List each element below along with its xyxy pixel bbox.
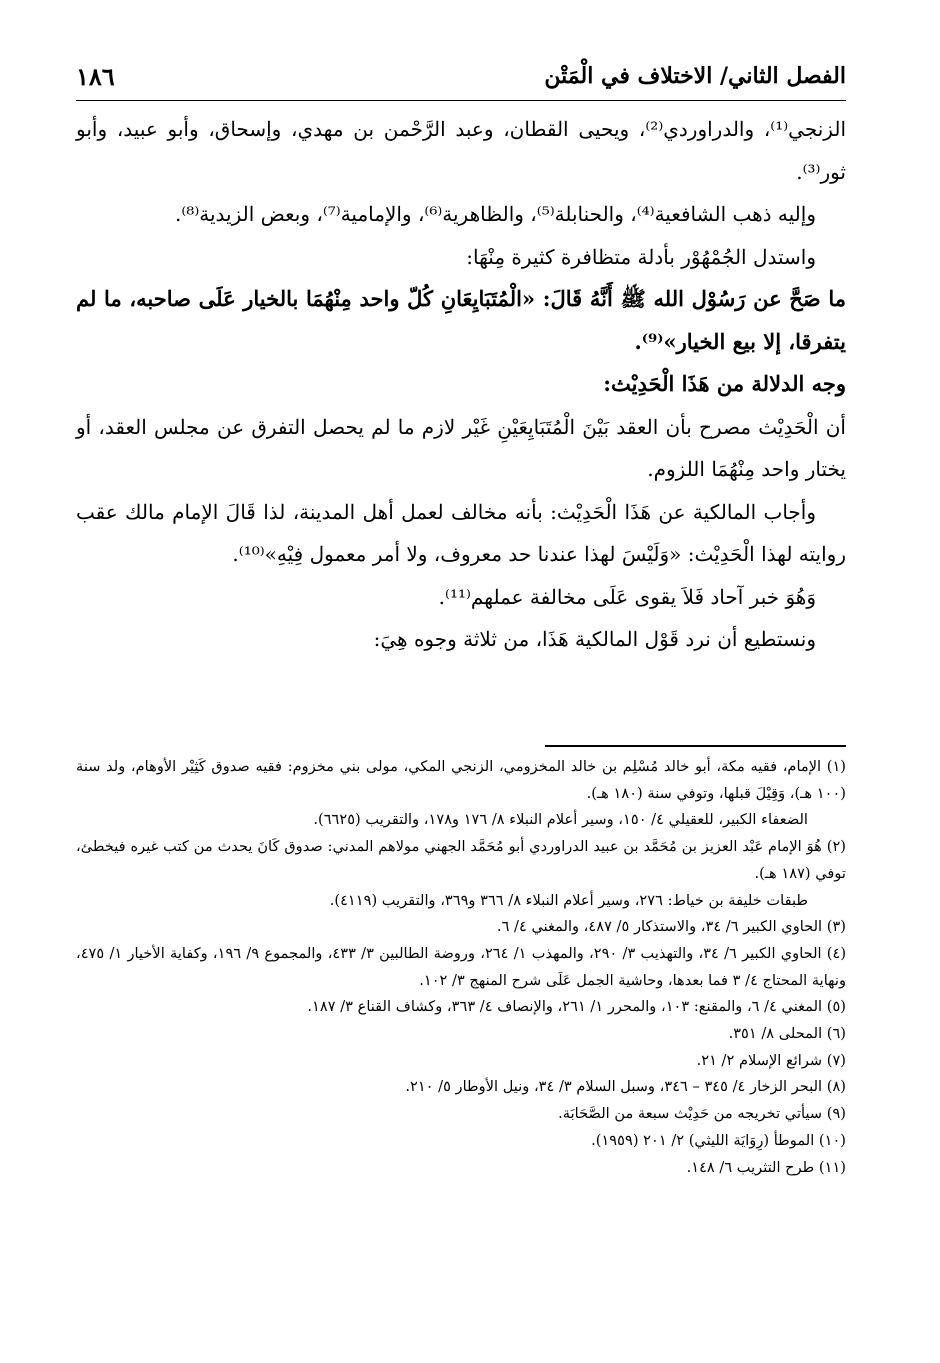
paragraph-rebuttal-intro: ونستطيع أن نرد قَوْل المالكية هَذَا، من ثلاثة وجوه هِيَ: [373,627,816,651]
footnotes [76,754,846,1181]
footnote-2: (٢) هُوَ الإمام عَبْد العزيز بن مُحَمَّد بن عبيد الدراوردي أبو مُحَمَّد الجهني مولاهم المدني: صدوق كَانَ يحدث من كتب غيره فيخطئ، توفي (١٨٧ هـ). [76,838,846,882]
page-number: ١٨٦ [76,61,115,91]
footnote-10: (١٠) الموطأ (رِوَايَة الليثي) ٢/ ٢٠١ (١٩٥٩). [591,1131,846,1149]
paragraph-narrators: الزنجي⁽¹⁾، والدراوردي⁽²⁾، ويحيى القطان، وعبد الرَّحْمن بن مهدي، وإسحاق، وأبو عبيد، وأبو ثور⁽³⁾. [76,117,846,184]
header-rule [76,100,846,101]
paragraph-ahad: وَهُوَ خبر آحاد فَلاَ يقوى عَلَى مخالفة عملهم⁽¹¹⁾. [438,584,816,609]
section-heading: وجه الدلالة من هَذَا الْحَدِيْث: [603,371,846,396]
main-text [76,108,846,661]
hadith-text: ما صَحَّ عن رَسُوْل الله ﷺ أَنَّهُ قَالَ: «الْمُتَبَايِعَانِ كُلّ واحد مِنْهُمَا بالخيار عَلَى صاحبه، ما لم يتفرقا، إلا بيع الخيار»⁽⁹⁾. [76,286,846,354]
footnote-separator [545,745,846,747]
footnote-5: (٥) المغني ٤/ ٦، والمقنع: ١٠٣، والمحرر ١/ ٢٦١، والإنصاف ٤/ ٣٦٣، وكشاف القناع ٣/ ١٨٧. [307,998,846,1016]
running-title: الفصل الثاني/ الاختلاف في الْمَتْن [544,63,846,89]
footnote-1: (١) الإمام، فقيه مكة، أبو خالد مُسْلِم بن خالد المخزومي، الزنجي المكي، مولى بني مخزوم: فقيه صدوق كَثِيْر الأوهام، ولد سنة (١٠٠ هـ)، وَقِيْلَ قبلها، وتوفي سنة (١٨٠ هـ). [76,758,846,802]
paragraph-maliki-reply: وأجاب المالكية عن هَذَا الْحَدِيْث: بأنه مخالف لعمل أهل المدينة، لذا قَالَ الإمام مالك عقب روايته لهذا الْحَدِيْث: «وَلَيْسَ لهذا عندنا حد معروف، ولا أمر معمول فِيْهِ»⁽¹⁰⁾. [76,499,846,566]
footnote-8: (٨) البحر الزخار ٤/ ٣٤٥ – ٣٤٦، وسبل السلام ٣/ ٣٤، ونيل الأوطار ٥/ ٢١٠. [405,1078,846,1096]
footnote-4: (٤) الحاوي الكبير ٦/ ٣٤، والتهذيب ٣/ ٢٩٠، والمهذب ١/ ٢٦٤، وروضة الطالبين ٣/ ٤٣٣، والمجموع ٩/ ١٩٦، وكفاية الأخيار ١/ ٤٧٥، ونهاية المحتاج ٤/ ٣ فما بعدها، وحاشية الجمل عَلَى شرح المنهج ٣/ ١٠٢. [76,944,847,989]
paragraph-indication: أن الْحَدِيْث مصرح بأن العقد بَيْنَ الْمُتَبَايِعَيْنِ غَيْر لازم ما لم يحصل التفرق عن مجلس العقد، أو يختار واحد مِنْهُمَا اللزوم. [76,414,846,481]
footnote-2-sources: طبقات خليفة بن خياط: ٢٧٦، وسير أعلام النبلاء ٨/ ٣٦٦ و٣٦٩، والتقريب (٤١١٩). [329,891,808,909]
paragraph-schools: وإليه ذهب الشافعية⁽⁴⁾، والحنابلة⁽⁵⁾، والظاهرية⁽⁶⁾، والإمامية⁽⁷⁾، وبعض الزيدية⁽⁸⁾. [175,202,816,226]
paragraph-evidence-intro: واستدل الجُمْهُوْر بأدلة متظافرة كثيرة مِنْهَا: [466,244,816,269]
footnote-1-sources: الضعفاء الكبير، للعقيلي ٤/ ١٥٠، وسير أعلام النبلاء ٨/ ١٧٦ و١٧٨، والتقريب (٦٦٢٥). [313,811,808,829]
footnote-11: (١١) طرح التثريب ٦/ ١٤٨. [686,1158,846,1176]
page-header [76,56,846,96]
footnote-6: (٦) المحلى ٨/ ٣٥١. [728,1025,846,1043]
footnote-3: (٣) الحاوي الكبير ٦/ ٣٤، والاستذكار ٥/ ٤٨٧، والمغني ٤/ ٦. [496,918,846,936]
footnote-9: (٩) سيأتي تخريجه من حَدِيْث سبعة من الصَّحَابَة. [558,1105,846,1123]
footnote-7: (٧) شرائع الإسلام ٢/ ٢١. [696,1051,846,1069]
